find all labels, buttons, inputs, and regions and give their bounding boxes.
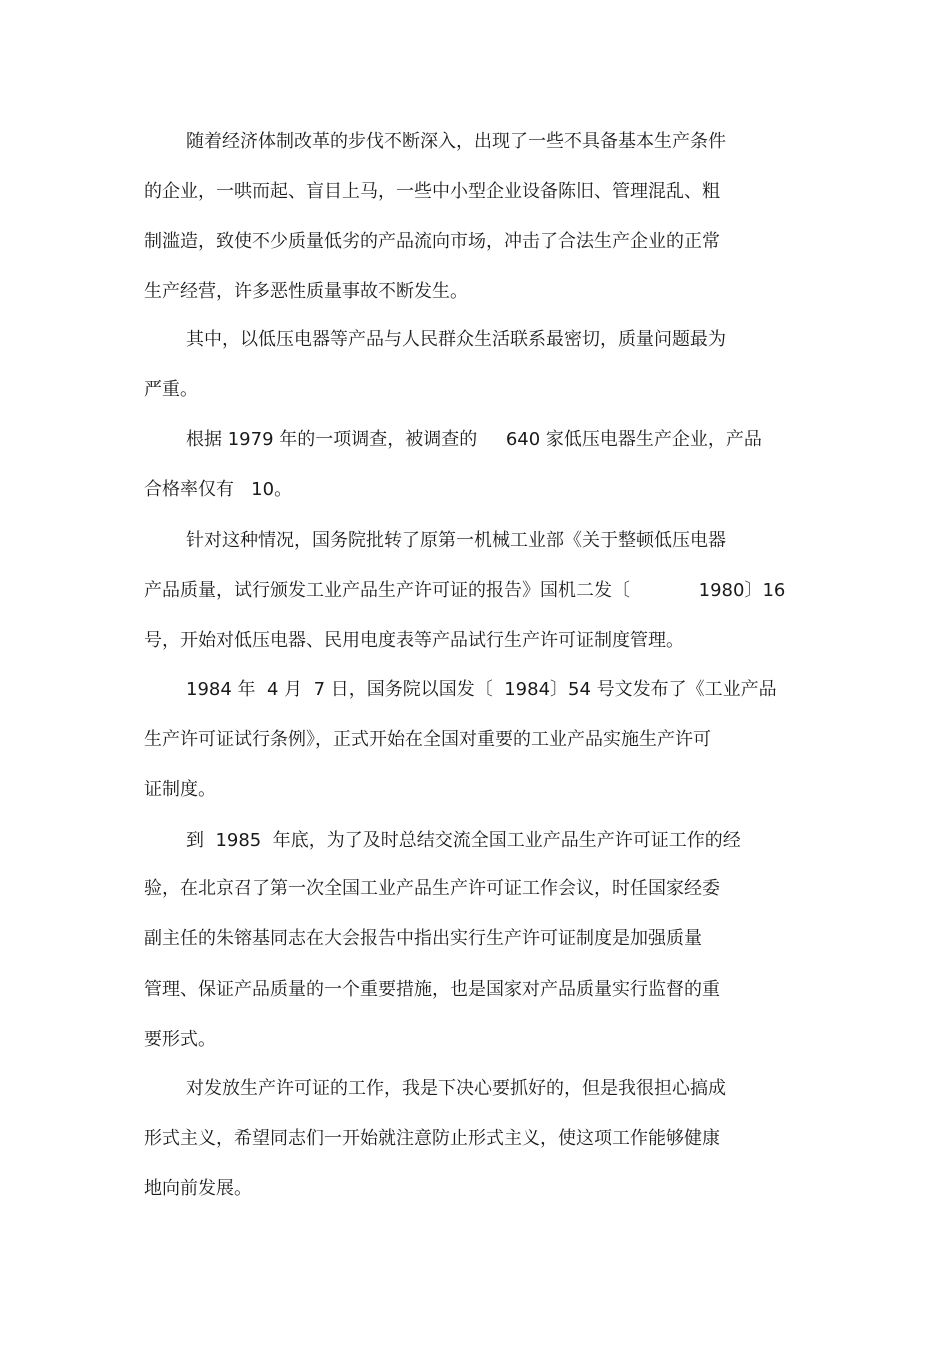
text-line: 副主任的朱镕基同志在大会报告中指出实行生产许可证制度是加强质量 <box>144 928 702 949</box>
text-line: 其中，以低压电器等产品与人民群众生活联系最密切，质量问题最为 <box>186 329 726 350</box>
text-line: 号，开始对低压电器、民用电度表等产品试行生产许可证制度管理。 <box>144 630 684 651</box>
text-line: 严重。 <box>144 379 198 400</box>
text-line: 形式主义，希望同志们一开始就注意防止形式主义，使这项工作能够健康 <box>144 1128 720 1149</box>
text-line: 到 1985 年底，为了及时总结交流全国工业产品生产许可证工作的经 <box>186 830 741 851</box>
text-line: 随着经济体制改革的步伐不断深入，出现了一些不具备基本生产条件 <box>186 131 726 152</box>
text-line: 管理、保证产品质量的一个重要措施，也是国家对产品质量实行监督的重 <box>144 979 720 1000</box>
text-line: 针对这种情况，国务院批转了原第一机械工业部《关于整顿低压电器 <box>186 530 726 551</box>
text-line: 验，在北京召了第一次全国工业产品生产许可证工作会议，时任国家经委 <box>144 878 720 899</box>
text-line: 产品质量，试行颁发工业产品生产许可证的报告》国机二发〔 1980〕16 <box>144 580 786 601</box>
text-line: 合格率仅有 10。 <box>144 479 293 500</box>
text-line: 对发放生产许可证的工作，我是下决心要抓好的，但是我很担心搞成 <box>186 1078 726 1099</box>
text-line: 1984 年 4 月 7 日，国务院以国发〔 1984〕54 号文发布了《工业产品 <box>186 679 777 700</box>
text-line: 的企业，一哄而起、盲目上马，一些中小型企业设备陈旧、管理混乱、粗 <box>144 181 720 202</box>
text-line: 制滥造，致使不少质量低劣的产品流向市场，冲击了合法生产企业的正常 <box>144 231 720 252</box>
text-line: 生产经营，许多恶性质量事故不断发生。 <box>144 281 468 302</box>
text-line: 生产许可证试行条例》，正式开始在全国对重要的工业产品实施生产许可 <box>144 729 711 750</box>
text-line: 要形式。 <box>144 1029 216 1050</box>
text-line: 地向前发展。 <box>144 1178 252 1199</box>
text-line: 根据 1979 年的一项调查，被调查的 640 家低压电器生产企业，产品 <box>186 429 762 450</box>
text-line: 证制度。 <box>144 779 216 800</box>
